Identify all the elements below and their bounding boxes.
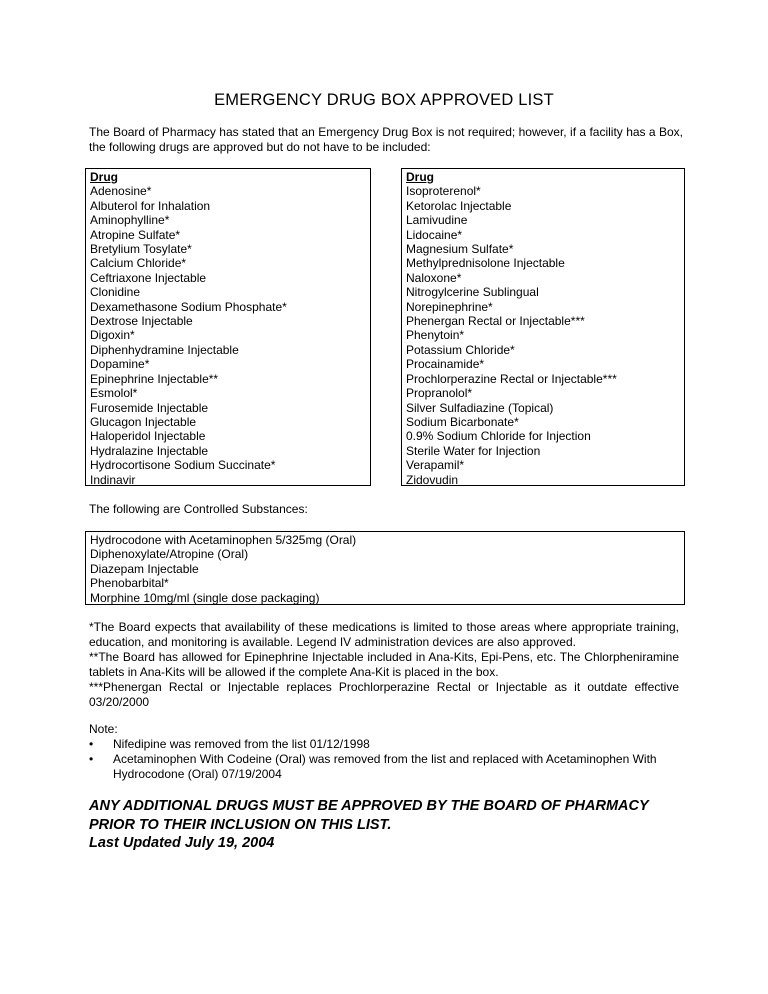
drug-item: Albuterol for Inhalation bbox=[90, 198, 211, 213]
drug-item: Isoproterenol* bbox=[406, 184, 481, 199]
drug-item: Lamivudine bbox=[406, 213, 468, 228]
drug-item: Dopamine* bbox=[90, 357, 150, 372]
drug-item: Dextrose Injectable bbox=[90, 314, 193, 329]
controlled-item: Diphenoxylate/Atropine (Oral) bbox=[90, 547, 249, 562]
drug-item: Furosemide Injectable bbox=[90, 400, 209, 415]
drug-item: Procainamide* bbox=[406, 357, 485, 372]
drug-item: Ceftriaxone Injectable bbox=[90, 270, 207, 285]
drug-item: Hydralazine Injectable bbox=[90, 443, 209, 458]
drug-item: Sterile Water for Injection bbox=[406, 443, 541, 458]
drug-item: Diphenhydramine Injectable bbox=[90, 342, 239, 357]
footnotes bbox=[89, 620, 679, 710]
bullet-icon: • bbox=[89, 737, 94, 751]
last-updated: Last Updated July 19, 2004 bbox=[89, 835, 275, 851]
drug-item: Hydrocortisone Sodium Succinate* bbox=[90, 458, 276, 473]
drug-item: Phenytoin* bbox=[406, 328, 465, 343]
drug-item: Methylprednisolone Injectable bbox=[406, 256, 565, 271]
controlled-substances-items bbox=[90, 533, 680, 605]
controlled-substances-intro: The following are Controlled Substances: bbox=[89, 502, 308, 516]
footnote-1: *The Board expects that availability of these medications is limited to those areas where appropriate training, education, and monitoring is available. Legend IV administration devices are also approved. bbox=[89, 620, 679, 649]
drug-item: Calcium Chloride* bbox=[90, 256, 187, 271]
intro-paragraph: The Board of Pharmacy has stated that an Emergency Drug Box is not required; however, if a facility has a Box, the following drugs are approved but do not have to be included: bbox=[89, 125, 683, 154]
drug-column-header: Drug bbox=[406, 170, 434, 184]
note-bullet-item bbox=[89, 752, 689, 782]
drug-item: Potassium Chloride* bbox=[406, 342, 515, 357]
drug-item: Glucagon Injectable bbox=[90, 414, 197, 429]
drug-item: Adenosine* bbox=[90, 184, 152, 199]
drug-list-right bbox=[401, 168, 685, 486]
drug-item: Magnesium Sulfate* bbox=[406, 242, 514, 257]
note-bullet-item bbox=[89, 737, 689, 752]
drug-item: Indinavir bbox=[90, 472, 136, 487]
drug-item: Atropine Sulfate* bbox=[90, 227, 181, 242]
drug-list-left bbox=[85, 168, 371, 486]
drug-item: Epinephrine Injectable** bbox=[90, 371, 219, 386]
page-title: EMERGENCY DRUG BOX APPROVED LIST bbox=[214, 91, 554, 109]
drug-item: Phenergan Rectal or Injectable*** bbox=[406, 314, 585, 329]
drug-item: Dexamethasone Sodium Phosphate* bbox=[90, 299, 287, 314]
drug-item: Haloperidol Injectable bbox=[90, 429, 206, 444]
drug-column-header: Drug bbox=[90, 170, 118, 184]
drug-item: Propranolol* bbox=[406, 386, 473, 401]
bullet-icon: • bbox=[89, 752, 94, 766]
drug-item: Norepinephrine* bbox=[406, 299, 493, 314]
controlled-item: Morphine 10mg/ml (single dose packaging) bbox=[90, 590, 320, 605]
note-bullets bbox=[89, 737, 689, 782]
drug-item: Digoxin* bbox=[90, 328, 135, 343]
drug-item: Sodium Bicarbonate* bbox=[406, 414, 519, 429]
drug-item: Aminophylline* bbox=[90, 213, 170, 228]
drug-item: 0.9% Sodium Chloride for Injection bbox=[406, 429, 591, 444]
drug-item: Prochlorperazine Rectal or Injectable*** bbox=[406, 371, 617, 386]
note-bullet-text: Nifedipine was removed from the list 01/12/1998 bbox=[113, 737, 370, 751]
drug-item: Silver Sulfadiazine (Topical) bbox=[406, 400, 554, 415]
final-notice bbox=[89, 797, 689, 853]
note-bullet-text: Acetaminophen With Codeine (Oral) was removed from the list and replaced with Acetaminophen With Hydrocodone (Oral) 07/19/2004 bbox=[113, 752, 657, 781]
drug-list-right-items bbox=[406, 184, 680, 487]
drug-item: Clonidine bbox=[90, 285, 141, 300]
controlled-item: Phenobarbital* bbox=[90, 576, 169, 591]
footnote-2: **The Board has allowed for Epinephrine Injectable included in Ana-Kits, Epi-Pens, etc. The Chlorpheniramine tablets in Ana-Kits will be allowed if the complete Ana-Kit is placed in the box. bbox=[89, 650, 679, 679]
drug-item: Lidocaine* bbox=[406, 227, 463, 242]
drug-item: Zidovudin bbox=[406, 472, 459, 487]
controlled-substances-box bbox=[85, 531, 685, 605]
drug-list-left-items bbox=[90, 184, 366, 487]
note-label: Note: bbox=[89, 722, 118, 736]
approval-notice: ANY ADDITIONAL DRUGS MUST BE APPROVED BY THE BOARD OF PHARMACY PRIOR TO THEIR INCLUSION ON THIS LIST. bbox=[89, 798, 649, 833]
footnote-3: ***Phenergan Rectal or Injectable replaces Prochlorperazine Rectal or Injectable as it outdate effective 03/20/2000 bbox=[89, 680, 679, 709]
drug-item: Naloxone* bbox=[406, 270, 462, 285]
controlled-item: Diazepam Injectable bbox=[90, 561, 199, 576]
drug-item: Ketorolac Injectable bbox=[406, 198, 512, 213]
drug-item: Esmolol* bbox=[90, 386, 138, 401]
drug-item: Bretylium Tosylate* bbox=[90, 242, 192, 257]
controlled-item: Hydrocodone with Acetaminophen 5/325mg (Oral) bbox=[90, 533, 357, 547]
drug-item: Nitrogylcerine Sublingual bbox=[406, 285, 539, 300]
drug-item: Verapamil* bbox=[406, 458, 465, 473]
